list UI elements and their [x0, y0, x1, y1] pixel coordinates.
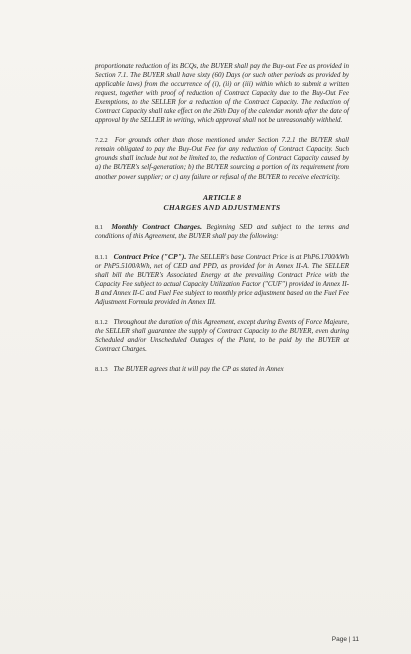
page-number: Page | 11: [331, 636, 359, 643]
section-8-1: [95, 222, 349, 241]
article-number: ARTICLE 8: [202, 192, 241, 202]
section-number: 8.1.1: [95, 253, 108, 261]
section-number: 8.1.3: [95, 366, 108, 374]
section-number: 8.1: [95, 223, 103, 231]
section-text: The SELLER's base Contract Price is at PhP6.1700/kWh or PhP5.5100/kWh, net of CED and PPD, as provided for in Annex II-A. The SELLER shall bill the BUYER's Associated Energy at the prevailing Contract Price with the Capacity Fee subject to actual Capacity Utilization Factor ("CUF") provided in Annex II-B and Annex II-C and Fuel Fee subject to monthly price adjustment based on the Fuel Fee Adjustment Formula provided in Annex III.: [95, 252, 350, 306]
section-text: The BUYER agrees that it will pay the CP as stated in Annex: [113, 365, 284, 374]
article-heading: [95, 193, 349, 213]
section-8-1-1: [95, 252, 349, 307]
article-title: CHARGES AND ADJUSTMENTS: [163, 202, 281, 212]
section-heading: Monthly Contract Charges.: [111, 221, 202, 231]
section-heading: Contract Price ("CP").: [113, 251, 187, 261]
section-number: 8.1.2: [95, 318, 108, 326]
section-8-1-2: [95, 318, 349, 354]
section-text: Throughout the duration of this Agreement, except during Events of Force Majeure, the SELLER shall guarantee the supply of Contract Capacity to the BUYER, even during Scheduled and/or Unscheduled Outages of the Plant, to be paid by the BUYER at Contract Charges.: [95, 317, 349, 354]
section-text: For grounds other than those mentioned under Section 7.2.1 the BUYER shall remain obligated to pay the Buy-Out Fee for any reduction of Contract Capacity. Such grounds shall include but not be limited to, the reduction of Contract Capacity caused by a) the BUYER's self-generation; b) the BUYER sourcing a portion of its requirement from another power supplier; or c) any failure or refusal of the BUYER to receive electricity.: [95, 136, 349, 181]
section-7-2-2: [95, 136, 349, 181]
section-number: 7.2.2: [95, 137, 108, 145]
paragraph-buyout-continuation: proportionate reduction of its BCQs, the BUYER shall pay the Buy-out Fee as provided in Section 7.1. The BUYER shall have sixty (60) Days (or such other periods as provided by applicable laws) from the occurrence of (i), (ii) or (iii) within which to submit a written request, together with proof of reduction of Contract Capacity due to the Buy-Out Fee Exemptions, to the SELLER for a reduction of the Contract Capacity. The reduction of Contract Capacity shall take effect on the 26th Day of the calendar month after the date of approval by the SELLER in writing, which approval shall not be unreasonably withheld.: [95, 62, 349, 125]
page-body: [95, 62, 349, 374]
section-text: Beginning SED and subject to the terms and conditions of this Agreement, the BUYER shall pay the following:: [95, 222, 349, 240]
section-8-1-3: [95, 365, 349, 374]
